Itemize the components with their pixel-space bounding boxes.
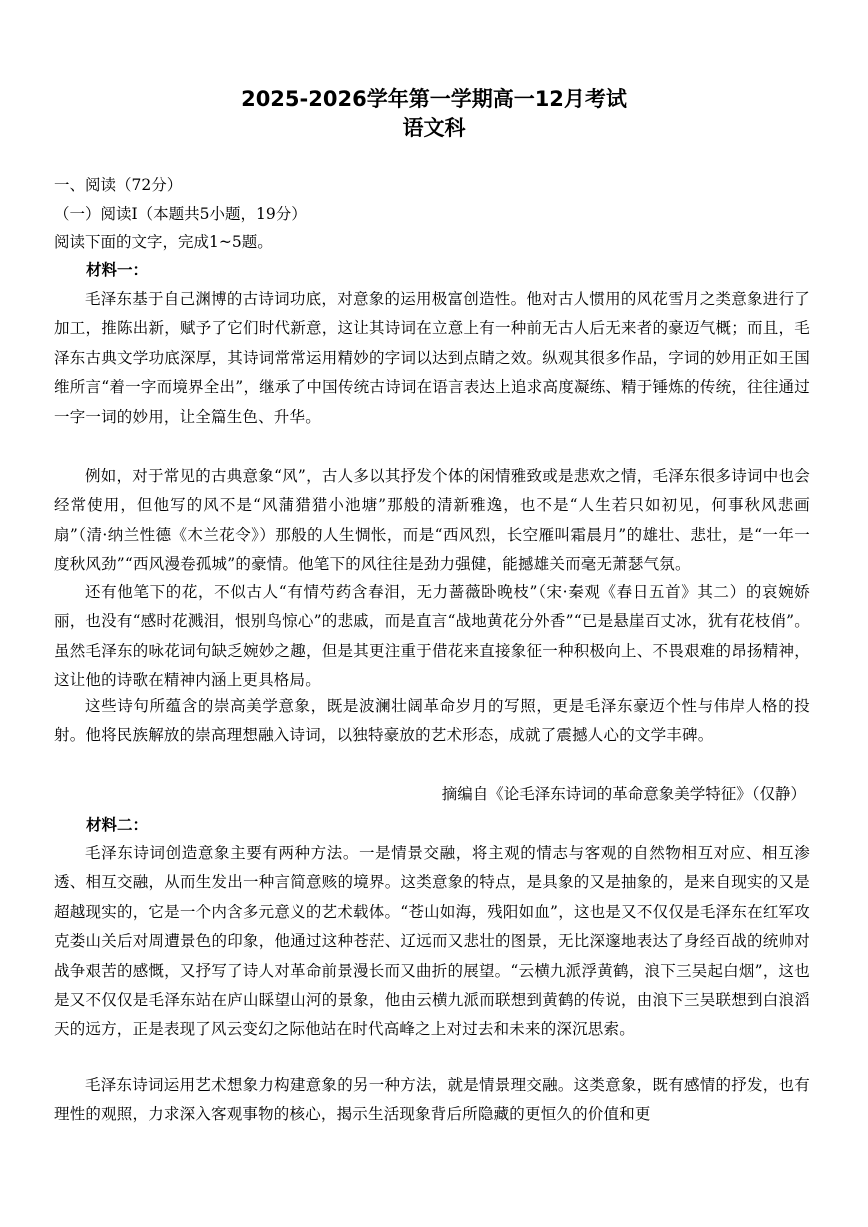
material-2-paragraph: 毛泽东诗词创造意象主要有两种方法。一是情景交融，将主观的情志与客观的自然物相互对应、相互渗透、相互交融，从而生发出一种言简意赅的境界。这类意象的特点，是具象的又是抽象的，是来自现实的又是超越现实的，它是一个内含多元意义的艺术载体。“苍山如海，残阳如血”，这也是又不仅仅是毛泽东在红军攻克娄山关后对周遭景色的印象，他通过这种苍茫、辽远而又悲壮的图景，无比深邃地表达了身经百战的统帅对战争艰苦的感慨，又抒写了诗人对革命前景漫长而又曲折的展望。“云横九派浮黄鹤，浪下三吴起白烟”，这也是又不仅仅是毛泽东站在庐山睬望山河的景象，他由云横九派而联想到黄鹤的传说，由浪下三吴联想到白浪滔天的远方，正是表现了风云变幻之际他站在时代高峰之上对过去和未来的深沉思索。 [54,844,810,1039]
exam-subject: 语文科 [402,116,466,140]
material-1-label: 材料一： [86,260,149,279]
material-1-source: 摘编自《论毛泽东诗词的革命意象美学特征》（仅静） [441,785,806,803]
material-1-paragraph: 毛泽东基于自己渊博的古诗词功底，对意象的运用极富创造性。他对古人惯用的风花雪月之类意象进行了加工，推陈出新，赋予了它们时代新意，这让其诗词在立意上有一种前无古人后无来者的豪迈气概；而且，毛泽东古典文学功底深厚，其诗词常常运用精妙的字词以达到点睛之效。纵观其很多作品，字词的妙用正如王国维所言“着一字而境界全出”，继承了中国传统古诗词在语言表达上追求高度凝练、精于锤炼的传统，往往通过一字一词的妙用，让全篇生色、升华。 [54,290,810,426]
exam-title: 2025-2026学年第一学期高一12月考试 [241,87,627,111]
section-heading: 一、阅读（72分） [54,176,183,194]
material-2-label: 材料二： [86,815,149,834]
material-1-paragraph: 这些诗句所蕴含的崇高美学意象，既是波澜壮阔革命岁月的写照，更是毛泽东豪迈个性与伟岸人格的投射。他将民族解放的崇高理想融入诗词，以独特豪放的艺术形态，成就了震撼人心的文学丰碑。 [54,697,810,745]
subsection-heading: （一）阅读Ⅰ（本题共5小题，19分） [54,205,307,223]
instruction-text: 阅读下面的文字，完成1~5题。 [54,233,273,251]
material-1-paragraph: 还有他笔下的花，不似古人“有情芍药含春泪，无力蔷薇卧晚枝”（宋·秦观《春日五首》其二）的哀婉娇丽，也没有“感时花溅泪，恨别鸟惊心”的悲戚，而是直言“战地黄花分外香”“已是悬崖百丈冰，犹有花枝俏”。虽然毛泽东的咏花词句缺乏婉妙之趣，但是其更注重于借花来直接象征一种积极向上、不畏艰难的昂扬精神，这让他的诗歌在精神内涵上更具格局。 [54,583,810,690]
material-1-paragraph: 例如，对于常见的古典意象“风”，古人多以其抒发个体的闲情雅致或是悲欢之情，毛泽东很多诗词中也会经常使用，但他写的风不是“风蒲猎猎小池塘”那般的清新雅逸，也不是“人生若只如初见，何事秋风悲画扇”（清·纳兰性德《木兰花令》）那般的人生惆怅，而是“西风烈，长空雁叫霜晨月”的雄壮、悲壮，是“一年一度秋风劲”“西风漫卷孤城”的豪情。他笔下的风往往是劲力强健，能撼雄关而毫无萧瑟气氛。 [54,467,810,574]
material-2-paragraph: 毛泽东诗词运用艺术想象力构建意象的另一种方法，就是情景理交融。这类意象，既有感情的抒发，也有理性的观照，力求深入客观事物的核心，揭示生活现象背后所隐藏的更恒久的价值和更 [54,1076,810,1124]
